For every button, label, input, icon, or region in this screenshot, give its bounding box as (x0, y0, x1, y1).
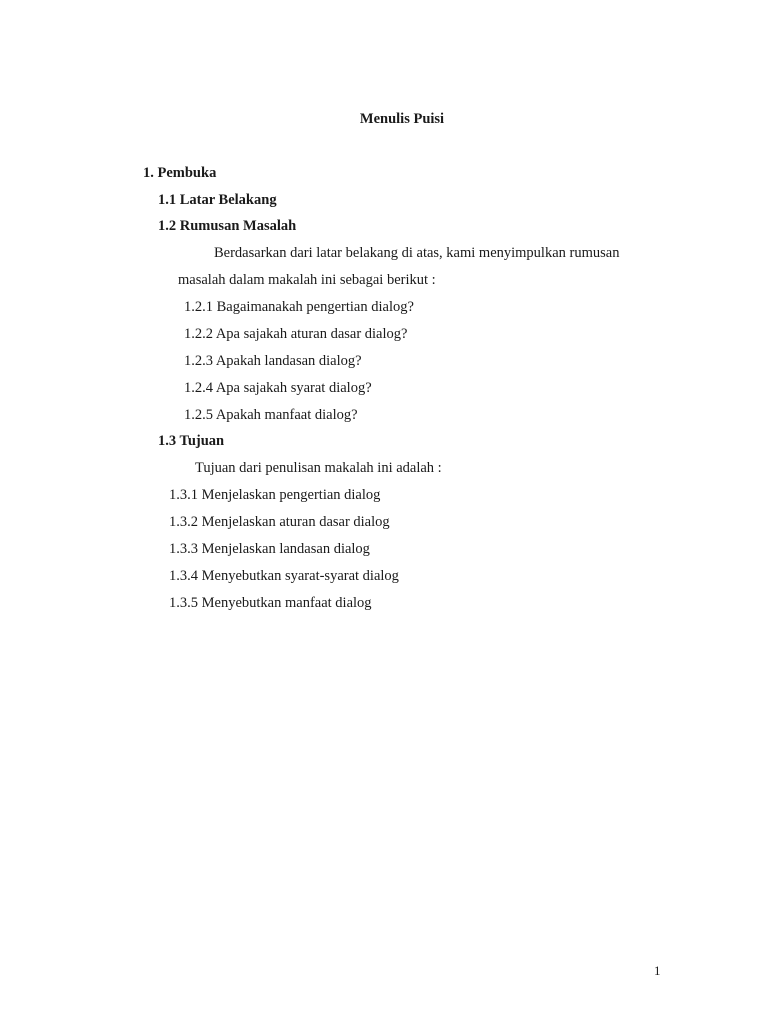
paragraph-line: Tujuan dari penulisan makalah ini adalah : (195, 460, 442, 476)
list-item: 1.3.4 Menyebutkan syarat-syarat dialog (169, 568, 399, 584)
list-item: 1.3.5 Menyebutkan manfaat dialog (169, 595, 372, 611)
list-item: 1.3.2 Menjelaskan aturan dasar dialog (169, 514, 390, 530)
page-title: Menulis Puisi (359, 111, 445, 127)
list-item: 1.2.2 Apa sajakah aturan dasar dialog? (184, 326, 408, 342)
paragraph-line: masalah dalam makalah ini sebagai berikut : (178, 272, 436, 288)
list-item: 1.3.1 Menjelaskan pengertian dialog (169, 487, 381, 503)
list-item: 1.2.5 Apakah manfaat dialog? (184, 407, 358, 423)
list-item: 1.3.3 Menjelaskan landasan dialog (169, 541, 370, 557)
subsection-heading-tujuan: 1.3 Tujuan (158, 433, 225, 449)
paragraph-line: Berdasarkan dari latar belakang di atas, kami menyimpulkan rumusan (214, 245, 620, 261)
page-number: 1 (654, 963, 661, 978)
subsection-heading-latar-belakang: 1.1 Latar Belakang (158, 192, 277, 208)
list-item: 1.2.1 Bagaimanakah pengertian dialog? (184, 299, 414, 315)
subsection-heading-rumusan-masalah: 1.2 Rumusan Masalah (158, 218, 297, 234)
list-item: 1.2.3 Apakah landasan dialog? (184, 353, 362, 369)
section-heading-pembuka: 1. Pembuka (143, 165, 217, 181)
list-item: 1.2.4 Apa sajakah syarat dialog? (184, 380, 372, 396)
